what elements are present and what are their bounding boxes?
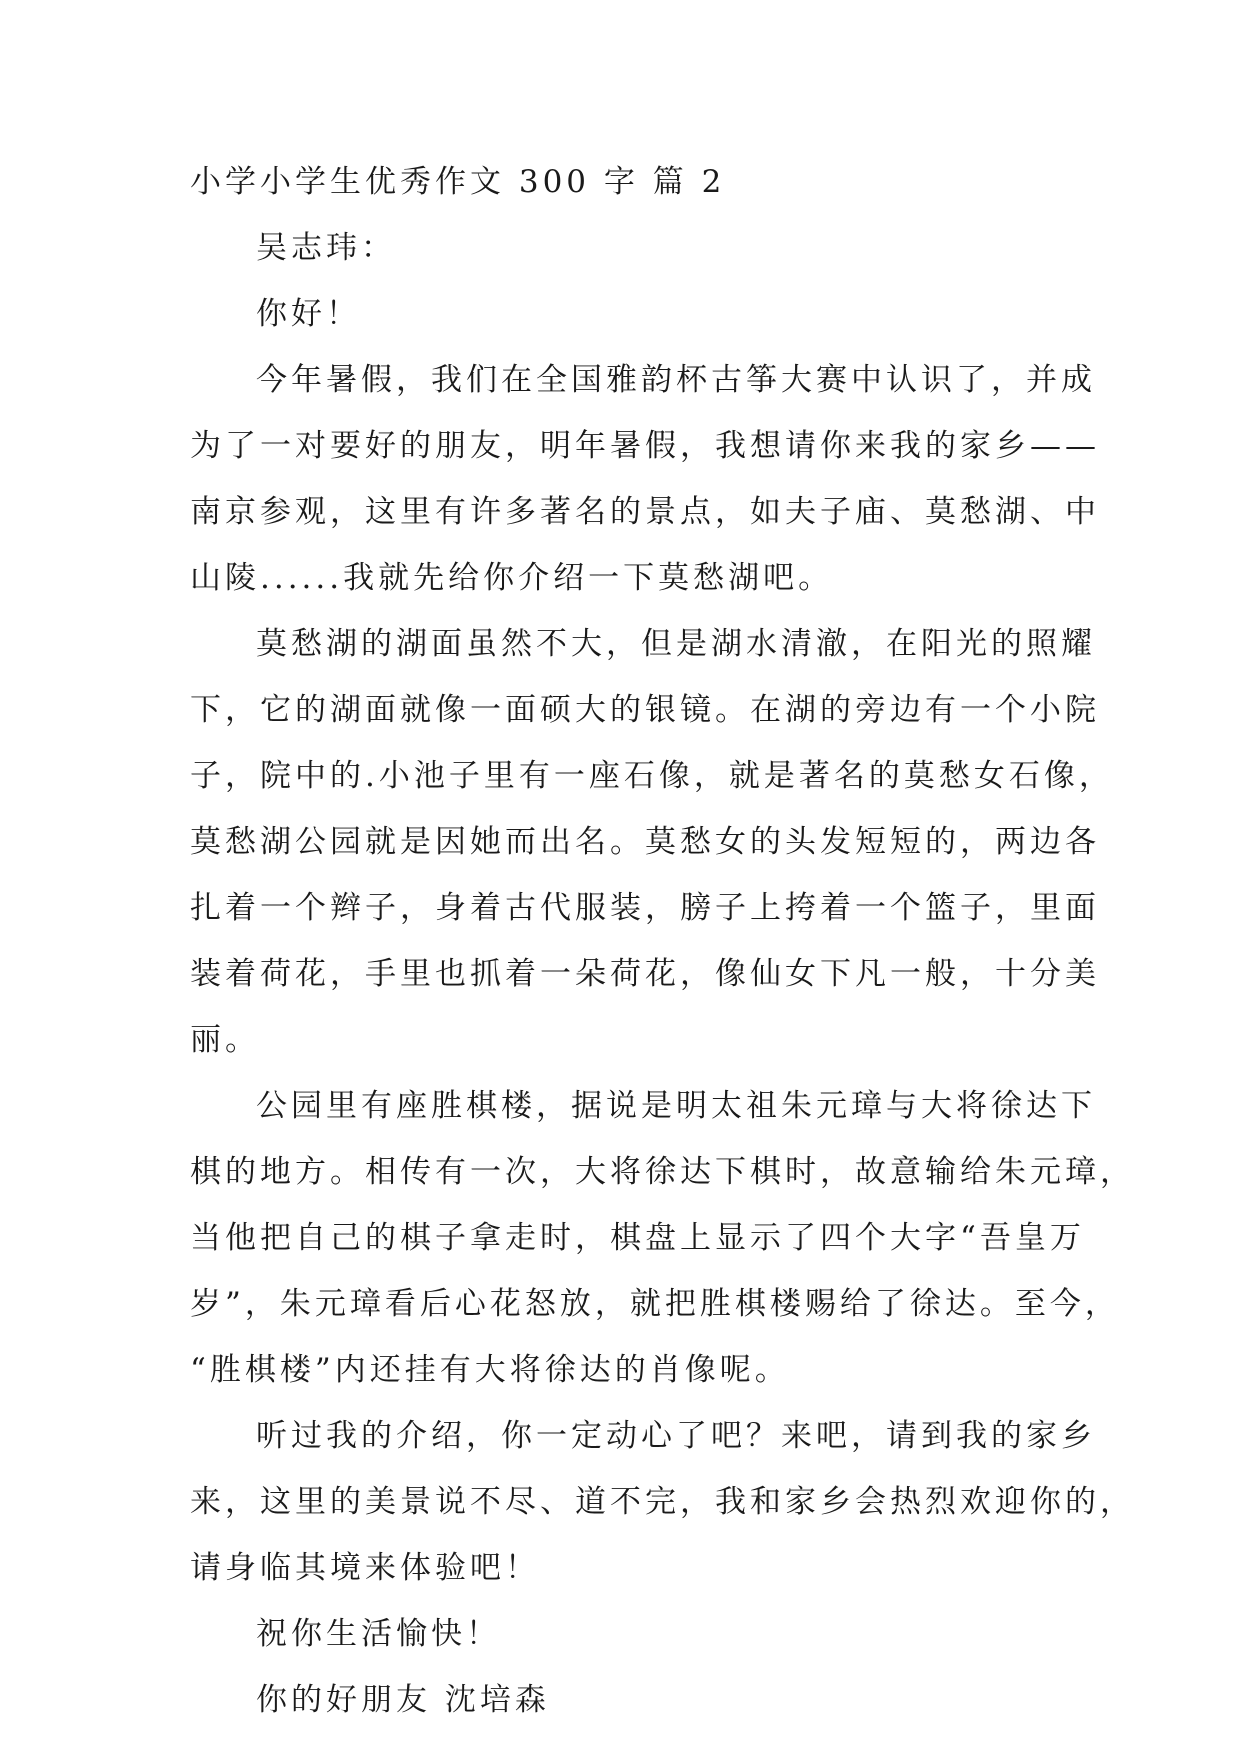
greeting: 你好！ [256, 296, 361, 332]
salutation: 吴志玮： [256, 230, 396, 266]
text-line: 今年暑假，我们在全国雅韵杯古筝大赛中认识了，并成 [256, 362, 1096, 398]
text-line: 听过我的介绍，你一定动心了吧？来吧，请到我的家乡 [256, 1418, 1096, 1454]
text-line: 岁”，朱元璋看后心花怒放，就把胜棋楼赐给了徐达。至今， [190, 1286, 1120, 1322]
closing-wish: 祝你生活愉快！ [256, 1616, 501, 1652]
text-line: 子，院中的.小池子里有一座石像，就是著名的莫愁女石像， [190, 758, 1114, 794]
text-line: 公园里有座胜棋楼，据说是明太祖朱元璋与大将徐达下 [256, 1088, 1096, 1124]
text-line: 下，它的湖面就像一面硕大的银镜。在湖的旁边有一个小院 [190, 692, 1100, 728]
text-line: 莫愁湖的湖面虽然不大，但是湖水清澈，在阳光的照耀 [256, 626, 1096, 662]
signature: 你的好朋友 沈培森 [256, 1682, 550, 1718]
text-line: 山陵......我就先给你介绍一下莫愁湖吧。 [190, 560, 834, 596]
text-line: 扎着一个辫子，身着古代服装，膀子上挎着一个篮子，里面 [190, 890, 1100, 926]
document-title: 小学小学生优秀作文 300 字 篇 2 [190, 164, 726, 200]
text-line: 当他把自己的棋子拿走时，棋盘上显示了四个大字“吾皇万 [190, 1220, 1085, 1256]
text-line: 为了一对要好的朋友，明年暑假，我想请你来我的家乡—— [190, 428, 1100, 464]
text-line: 装着荷花，手里也抓着一朵荷花，像仙女下凡一般，十分美 [190, 956, 1100, 992]
text-line: 请身临其境来体验吧！ [190, 1550, 540, 1586]
text-line: 丽。 [190, 1022, 260, 1058]
text-line: 莫愁湖公园就是因她而出名。莫愁女的头发短短的，两边各 [190, 824, 1100, 860]
text-line: “胜棋楼”内还挂有大将徐达的肖像呢。 [190, 1352, 790, 1388]
text-line: 南京参观，这里有许多著名的景点，如夫子庙、莫愁湖、中 [190, 494, 1100, 530]
text-line: 棋的地方。相传有一次，大将徐达下棋时，故意输给朱元璋， [190, 1154, 1135, 1190]
document-body [190, 160, 1135, 1744]
text-line: 来，这里的美景说不尽、道不完，我和家乡会热烈欢迎你的， [190, 1484, 1135, 1520]
